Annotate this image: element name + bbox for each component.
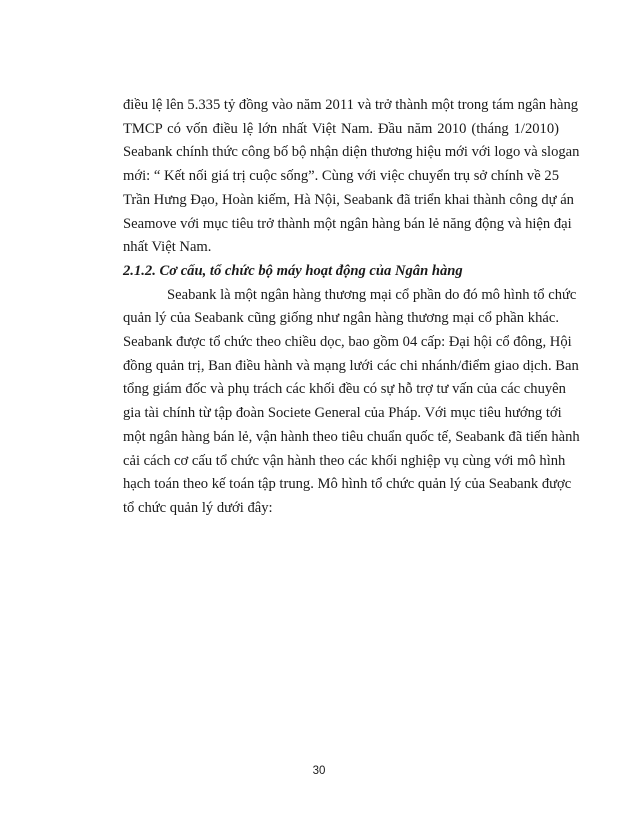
text-line: Seabank là một ngân hàng thương mại cổ phần do đó mô hình tổ chức bbox=[167, 286, 577, 303]
text-line: tổng giám đốc và phụ trách các khối đều có sự hỗ trợ tư vấn của các chuyên bbox=[123, 381, 566, 398]
text-line: cải cách cơ cấu tổ chức vận hành theo các khối nghiệp vụ cùng với mô hình bbox=[123, 452, 566, 469]
text-line: Seabank được tổ chức theo chiều dọc, bao gồm 04 cấp: Đại hội cổ đông, Hội bbox=[123, 334, 572, 351]
text-line: hạch toán theo kế toán tập trung. Mô hình tổ chức quản lý của Seabank được bbox=[123, 476, 572, 493]
text-line: quản lý của Seabank cũng giống như ngân hàng thương mại cổ phần khác. bbox=[123, 310, 559, 327]
text-line: tổ chức quản lý dưới đây: bbox=[123, 499, 273, 516]
text-line: Seamove với mục tiêu trở thành một ngân hàng bán lẻ năng động và hiện đại bbox=[123, 215, 572, 232]
text-line: nhất Việt Nam. bbox=[123, 239, 212, 256]
section-heading: 2.1.2. Cơ cấu, tổ chức bộ máy hoạt động của Ngân hàng bbox=[123, 262, 463, 279]
page-number: 30 bbox=[312, 765, 326, 777]
paragraph-structure bbox=[123, 284, 580, 521]
text-line: TMCP có vốn điều lệ lớn nhất Việt Nam. Đầu năm 2010 (tháng 1/2010) bbox=[123, 120, 559, 137]
text-line: Trần Hưng Đạo, Hoàn kiếm, Hà Nội, Seabank đã triển khai thành công dự án bbox=[123, 191, 574, 208]
text-line: mới: “ Kết nối giá trị cuộc sống”. Cùng với việc chuyển trụ sở chính về 25 bbox=[123, 168, 559, 185]
text-line: Seabank chính thức công bố bộ nhận diện thương hiệu mới với logo và slogan bbox=[123, 144, 580, 161]
text-line: gia tài chính từ tập đoàn Societe General của Pháp. Với mục tiêu hướng tới bbox=[123, 405, 562, 422]
text-line: một ngân hàng bán lẻ, vận hành theo tiêu chuẩn quốc tế, Seabank đã tiến hành bbox=[123, 428, 580, 445]
paragraph-intro bbox=[123, 94, 580, 260]
text-line: điều lệ lên 5.335 tỷ đồng vào năm 2011 và trở thành một trong tám ngân hàng bbox=[123, 97, 579, 113]
text-line: đồng quản trị, Ban điều hành và mạng lưới các chi nhánh/điểm giao dịch. Ban bbox=[123, 357, 579, 374]
body-text bbox=[123, 94, 580, 521]
